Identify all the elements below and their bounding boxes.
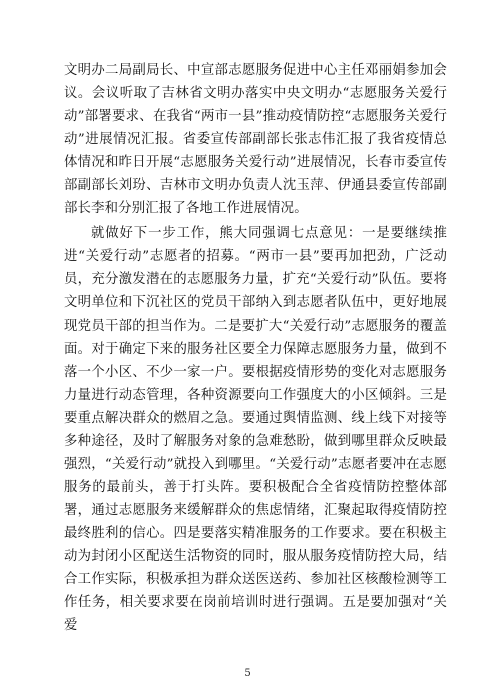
paragraph-meeting-report: 文明办二局副局长、中宣部志愿服务促进中心主任邓丽娟参加会议。会议听取了吉林省文明办落实中央文明办“志愿服务关爱行动”部署要求、在我省“两市一县”推动疫情防控“志愿服务关爱行动”进展情况汇报。省委宣传部副部长张志伟汇报了我省疫情总体情况和昨日开展“志愿服务关爱行动”进展情况，长春市委宣传部副部长刘玢、吉林市文明办负责人沈玉萍、伊通县委宣传部副部长李和分别汇报了各地工作进展情况。 [64,63,447,217]
page-number: 5 [244,668,251,679]
paragraph-work-requirements: 就做好下一步工作，熊大同强调七点意见：一是要继续推进“关爱行动”志愿者的招募。“两市一县”要再加把劲，广泛动员，充分激发潜在的志愿服务力量，扩充“关爱行动”队伍。要将文明单位和下沉社区的党员干部纳入到志愿者队伍中，更好地展现党员干部的担当作为。二是要扩大“关爱行动”志愿服务的覆盖面。对于确定下来的服务社区要全力保障志愿服务力量，做到不落一个小区、不少一家一户。要根据疫情形势的变化对志愿服务力量进行动态管理，各种资源要向工作强度大的小区倾斜。三是要重点解决群众的燃眉之急。要通过舆情监测、线上线下对接等多种途径，及时了解服务对象的急难愁盼，做到哪里群众反映最强烈，“关爱行动”就投入到哪里。“关爱行动”志愿者要冲在志愿服务的最前头，善于打头阵。要积极配合全省疫情防控整体部署，通过志愿服务来缓解群众的焦虑情绪，汇聚起取得疫情防控最终胜利的信心。四是要落实精准服务的工作要求。要在积极主动为封闭小区配送生活物资的同时，服从服务疫情防控大局，结合工作实际，积极承担为群众送医送药、参加社区核酸检测等工作任务，相关要求要在岗前培训时进行强调。五是要加强对“关爱 [64,226,447,634]
body-text [64,59,447,639]
